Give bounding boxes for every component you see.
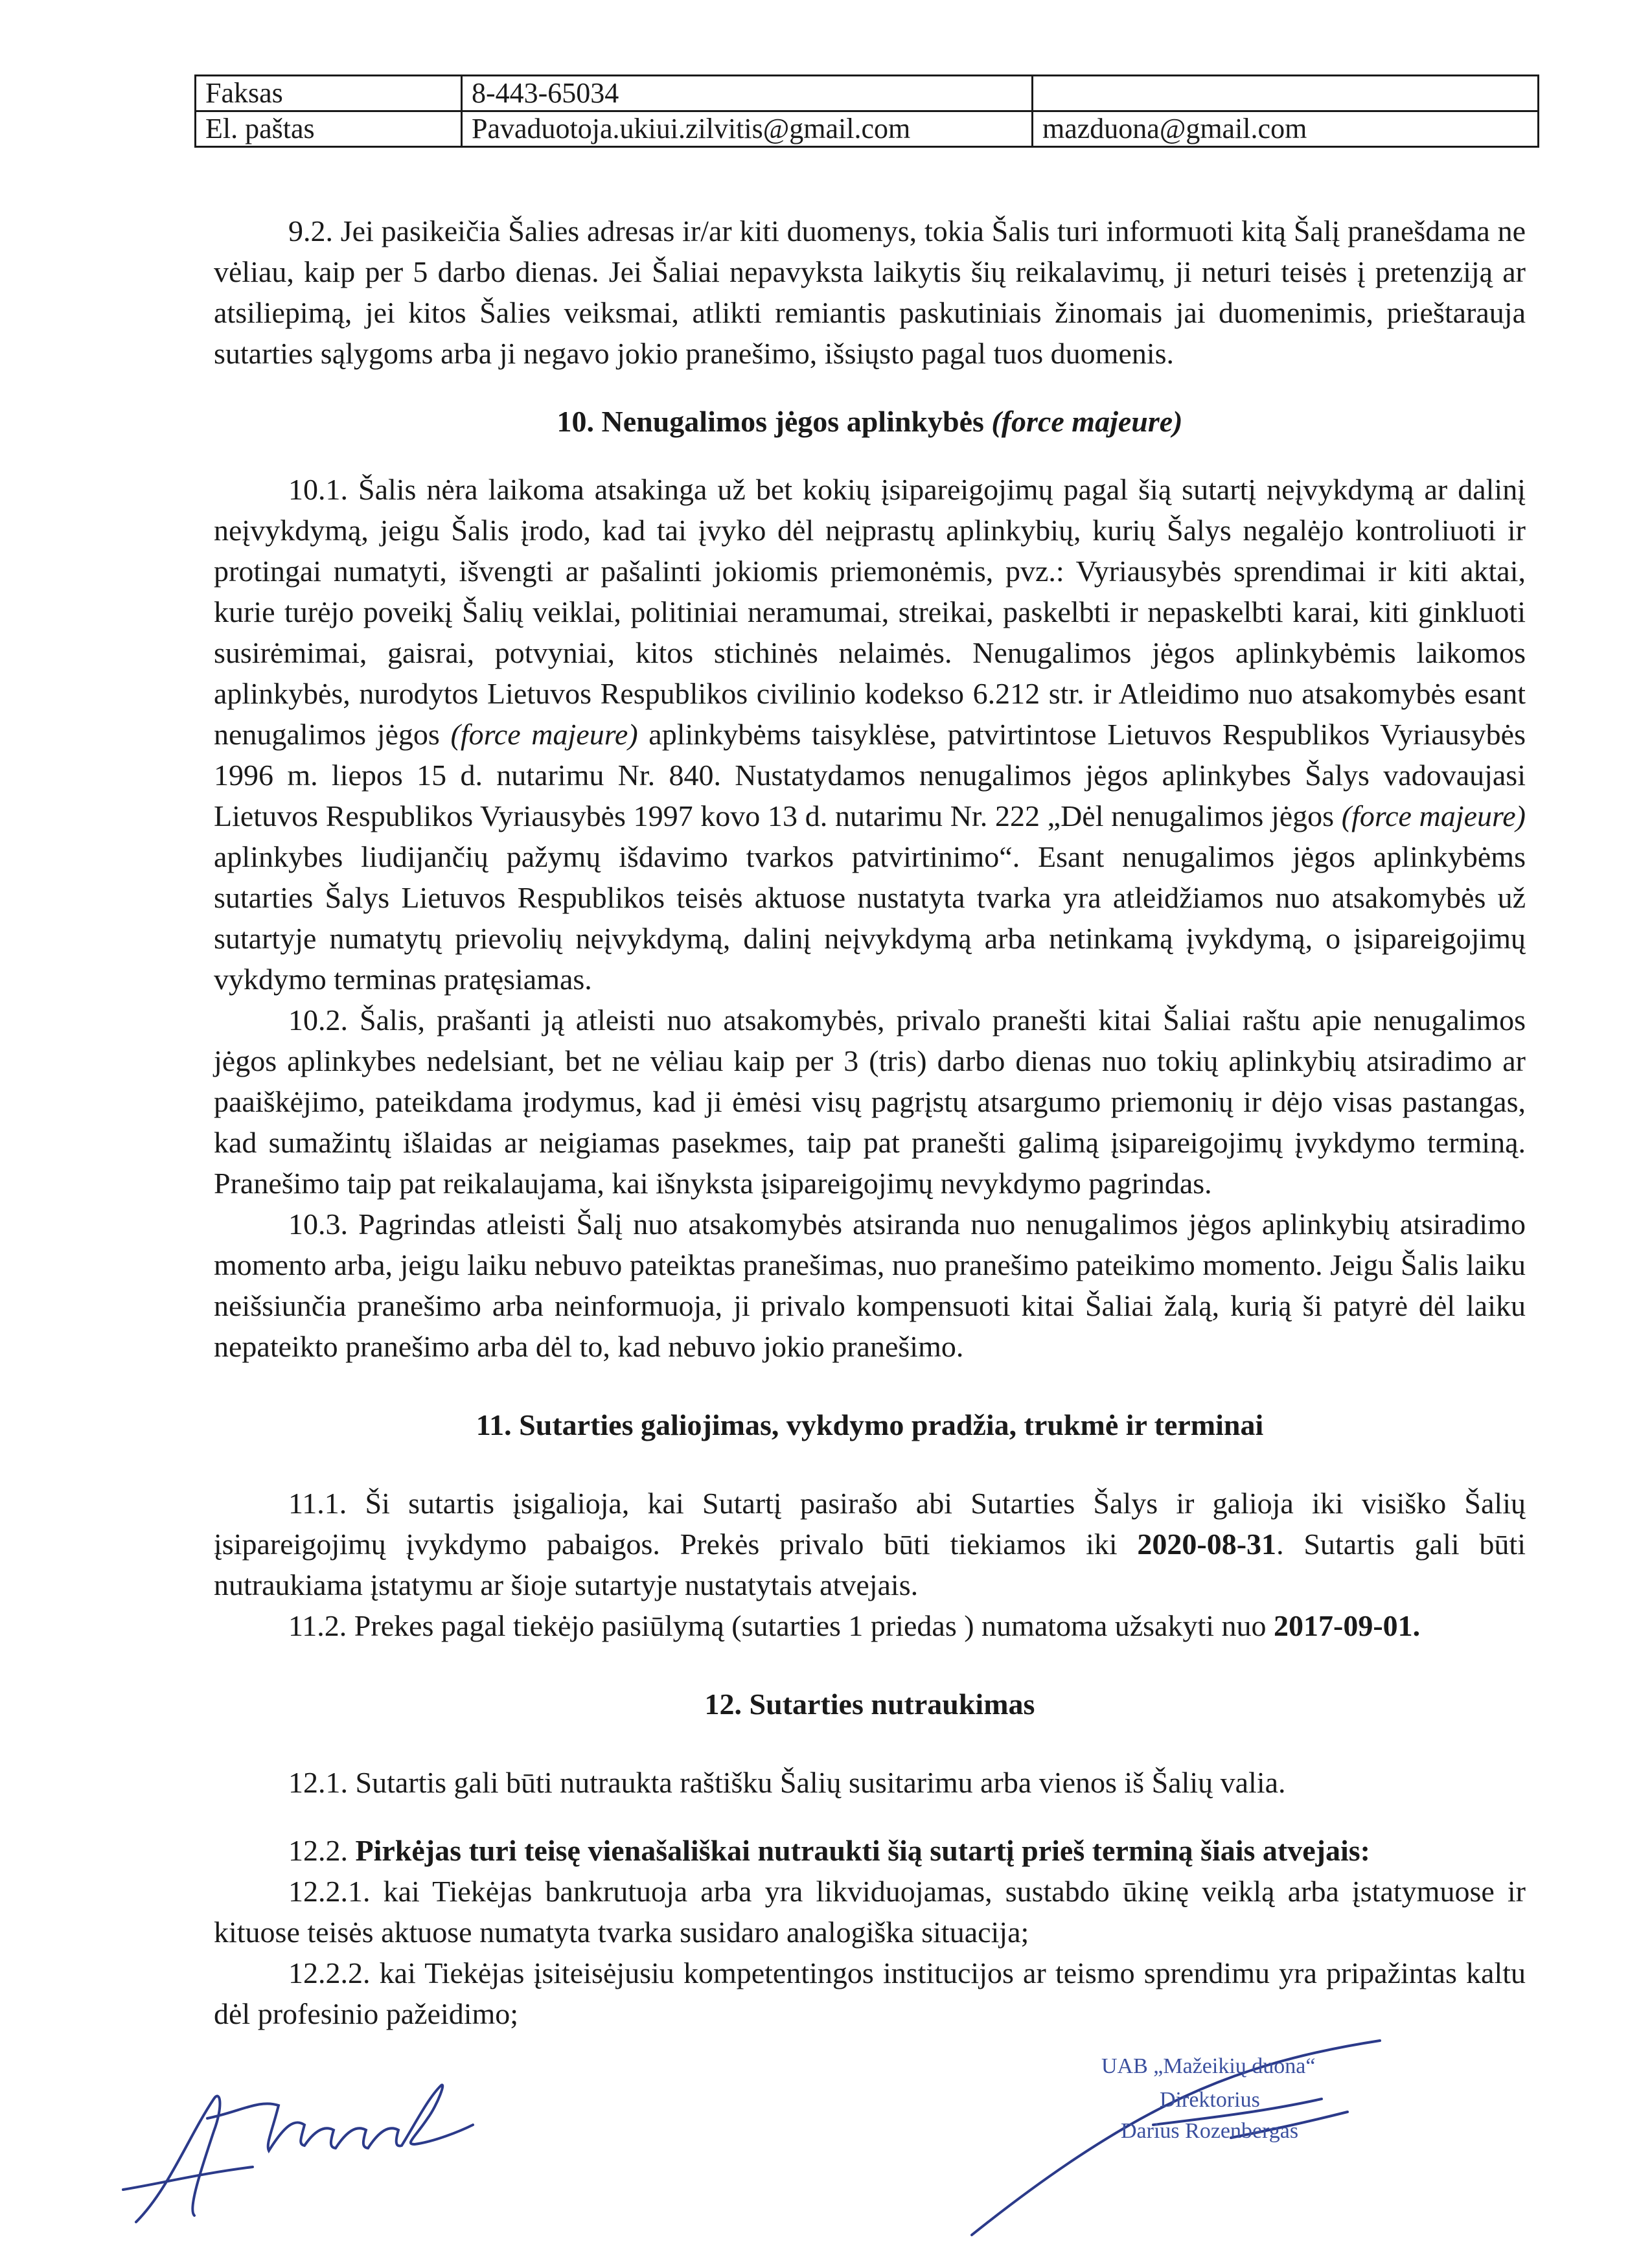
stamp-title: Direktorius	[1160, 2088, 1260, 2112]
contact-value: mazduona@gmail.com	[1033, 111, 1539, 147]
paragraph-11-2: 11.2. Prekes pagal tiekėjo pasiūlymą (sutarties 1 priedas ) numatoma užsakyti nuo 2017-09-01.	[288, 1609, 1421, 1642]
paragraph-10-1: 10.1. Šalis nėra laikoma atsakinga už bet kokių įsipareigojimų pagal šią sutartį neįvykdymą ar dalinį neįvykdymą, jeigu Šalis įrodo, kad tai įvyko dėl neįprastų aplinkybių, kurių Šalys negalėjo kontroliuoti ir protingai numatyti, išvengti ar pašalinti jokiomis priemonėmis, pvz.: Vyriausybės sprendimai ir kiti aktai, kurie turėjo poveikį Šalių veiklai, politiniai neramumai, streikai, paskelbti ir nepaskelbti karai, kiti ginkluoti susirėmimai, gaisrai, potvyniai, kitos stichinės nelaimės. Nenugalimos jėgos aplinkybėmis laikomos aplinkybės, nurodytos Lietuvos Respublikos civilinio kodekso 6.212 str. ir Atleidimo nuo atsakomybės esant nenugalimos jėgos (force majeure) aplinkybėms taisyklėse, patvirtintose Lietuvos Respublikos Vyriausybės 1996 m. liepos 15 d. nutarimu Nr. 840. Nustatydamos nenugalimos jėgos aplinkybes Šalys vadovaujasi Lietuvos Respublikos Vyriausybės 1997 kovo 13 d. nutarimu Nr. 222 „Dėl nenugalimos jėgos (force majeure) aplinkybes liudijančių pažymų išdavimo tvarkos patvirtinimo“. Esant nenugalimos jėgos aplinkybėms sutarties Šalys Lietuvos Respublikos teisės aktuose nustatyta tvarka yra atleidžiamos nuo atsakomybės už sutartyje numatytų prievolių neįvykdymą, dalinį neįvykdymą arba netinkamą įvykdymą, o įsipareigojimų vykdymo terminas pratęsiamas.	[214, 473, 1526, 996]
paragraph-9-2: 9.2. Jei pasikeičia Šalies adresas ir/ar kiti duomenys, tokia Šalis turi informuoti kitą Šalį pranešdama ne vėliau, kaip per 5 darbo dienas. Jei Šaliai nepavyksta laikytis šių reikalavimų, ji neturi teisės į pretenziją ar atsiliepimą, jei kitos Šalies veiksmai, atlikti remiantis paskutiniais žinomais jai duomenimis, prieštarauja sutarties sąlygoms arba ji negavo jokio pranešimo, išsiųsto pagal tuos duomenis.	[214, 214, 1526, 370]
section-11-heading: 11. Sutarties galiojimas, vykdymo pradžia, trukmė ir terminai	[476, 1408, 1264, 1441]
paragraph-12-2-1: 12.2.1. kai Tiekėjas bankrutuoja arba yra likviduojamas, sustabdo ūkinę veiklą arba įstatymuose ir kituose teisės aktuose numatyta tvarka susidaro analogiška situacija;	[214, 1875, 1526, 1949]
contact-value: Pavaduotoja.ukiui.zilvitis@gmail.com	[462, 111, 1033, 147]
contact-value	[1033, 76, 1539, 111]
section-12-heading: 12. Sutarties nutraukimas	[704, 1688, 1035, 1721]
signature-left	[110, 2060, 512, 2241]
section-10-heading: 10. Nenugalimos jėgos aplinkybės (force majeure)	[556, 405, 1183, 438]
contact-label: El. paštas	[196, 111, 462, 147]
company-stamp	[1101, 2054, 1373, 2177]
paragraph-12-2: 12.2. Pirkėjas turi teisę vienašališkai nutraukti šią sutartį prieš terminą šiais atvejais:	[288, 1834, 1370, 1867]
paragraph-10-2: 10.2. Šalis, prašanti ją atleisti nuo atsakomybės, privalo pranešti kitai Šaliai raštu apie nenugalimos jėgos aplinkybes nedelsiant, bet ne vėliau kaip per 3 (tris) darbo dienas nuo tokių aplinkybių atsiradimo ar paaiškėjimo, pateikdama įrodymus, kad ji ėmėsi visų pagrįstų atsargumo priemonių ir dėjo visas pastangas, kad sumažintų išlaidas ar neigiamas pasekmes, taip pat pranešti galimą įsipareigojimų įvykdymo terminą. Pranešimo taip pat reikalaujama, kai išnyksta įsipareigojimų nevykdymo pagrindas.	[214, 1003, 1526, 1200]
contact-value: 8-443-65034	[462, 76, 1033, 111]
contact-row-fax	[196, 76, 1539, 111]
paragraph-12-2-2: 12.2.2. kai Tiekėjas įsiteisėjusiu kompetentingos institucijos ar teismo sprendimu yra pripažintas kaltu dėl profesinio pažeidimo;	[214, 1956, 1526, 2030]
paragraph-12-1: 12.1. Sutartis gali būti nutraukta raštišku Šalių susitarimu arba vienos iš Šalių valia.	[288, 1766, 1286, 1799]
paragraph-10-3: 10.3. Pagrindas atleisti Šalį nuo atsakomybės atsiranda nuo nenugalimos jėgos aplinkybių atsiradimo momento arba, jeigu laiku nebuvo pateiktas pranešimas, nuo pranešimo pateikimo momento. Jeigu Šalis laiku neišsiunčia pranešimo arba neinformuoja, ji privalo kompensuoti kitai Šaliai žalą, kurią ši patyrė dėl laiku nepateikto pranešimo arba dėl to, kad nebuvo jokio pranešimo.	[214, 1208, 1526, 1363]
stamp-name: Darius Rozenbergas	[1121, 2119, 1299, 2143]
contract-body	[214, 211, 1526, 2034]
paragraph-11-1: 11.1. Ši sutartis įsigalioja, kai Sutartį pasirašo abi Sutarties Šalys ir galioja iki visiško Šalių įsipareigojimų įvykdymo pabaigos. Prekės privalo būti tiekiamos iki 2020-08-31. Sutartis gali būti nutraukiama įstatymu ar šioje sutartyje nustatytais atvejais.	[214, 1487, 1526, 1601]
stamp-company: UAB „Mažeikių duona“	[1101, 2054, 1316, 2078]
contact-row-email	[196, 111, 1539, 147]
contact-label: Faksas	[196, 76, 462, 111]
contact-table	[194, 74, 1539, 148]
